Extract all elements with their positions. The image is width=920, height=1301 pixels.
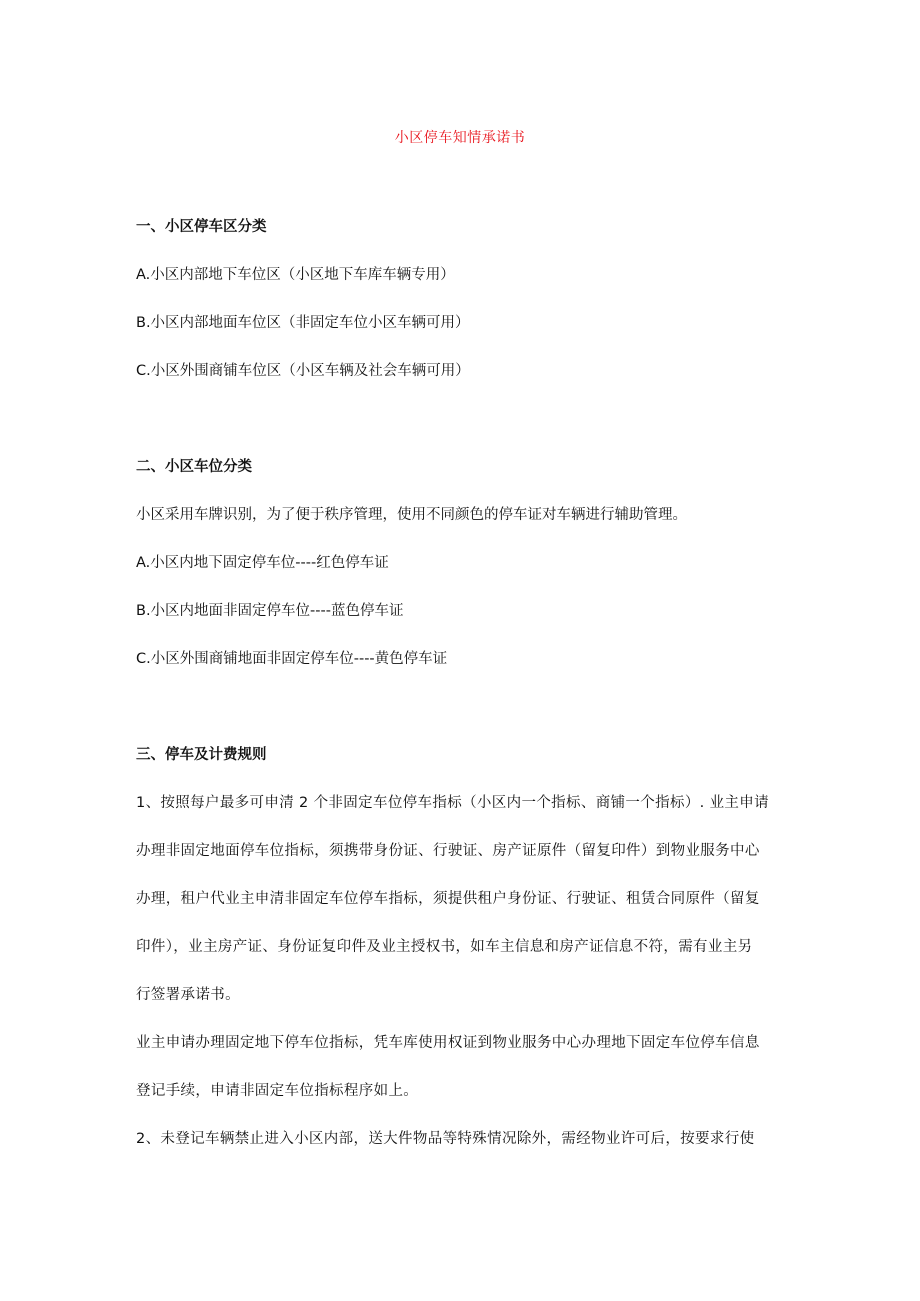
section2-item-b: B.小区内地面非固定停车位----蓝色停车证 — [136, 603, 404, 619]
section2-item-c: C.小区外围商铺地面非固定停车位----黄色停车证 — [136, 651, 448, 667]
section3-heading: 三、停车及计费规则 — [136, 747, 267, 763]
document-title: 小区停车知情承诺书 — [394, 130, 526, 146]
section2-item-a: A.小区内地下固定停车位----红色停车证 — [136, 555, 389, 571]
section3-line: 2、未登记车辆禁止进入小区内部，送大件物品等特殊情况除外，需经物业许可后，按要求行使 — [136, 1131, 755, 1147]
section3-line: 业主申请办理固定地下停车位指标，凭车库使用权证到物业服务中心办理地下固定车位停车信息 — [136, 1035, 760, 1051]
section3-line: 办理非固定地面停车位指标，须携带身份证、行驶证、房产证原件（留复印件）到物业服务中心 — [136, 843, 760, 859]
section2-intro: 小区采用车牌识别，为了便于秩序管理，使用不同颜色的停车证对车辆进行辅助管理。 — [136, 507, 687, 523]
section3-line: 行签署承诺书。 — [136, 987, 240, 1003]
section3-line: 办理，租户代业主申清非固定车位停车指标，须提供租户身份证、行驶证、租赁合同原件（留复 — [136, 891, 760, 907]
section1-item-a: A.小区内部地下车位区（小区地下车库车辆专用） — [136, 267, 455, 283]
section3-line: 1、按照每户最多可申清 2 个非固定车位停车指标（小区内一个指标、商铺一个指标）. 业主申请 — [136, 795, 769, 811]
section2-heading: 二、小区车位分类 — [136, 459, 252, 475]
section3-line: 印件），业主房产证、身份证复印件及业主授权书，如车主信息和房产证信息不符，需有业主另 — [136, 939, 753, 955]
section3-line: 登记手续，申请非固定车位指标程序如上。 — [136, 1083, 419, 1099]
section1-item-b: B.小区内部地面车位区（非固定车位小区车辆可用） — [136, 315, 470, 331]
section1-heading: 一、小区停车区分类 — [136, 219, 267, 235]
section1-item-c: C.小区外围商铺车位区（小区车辆及社会车辆可用） — [136, 363, 470, 379]
